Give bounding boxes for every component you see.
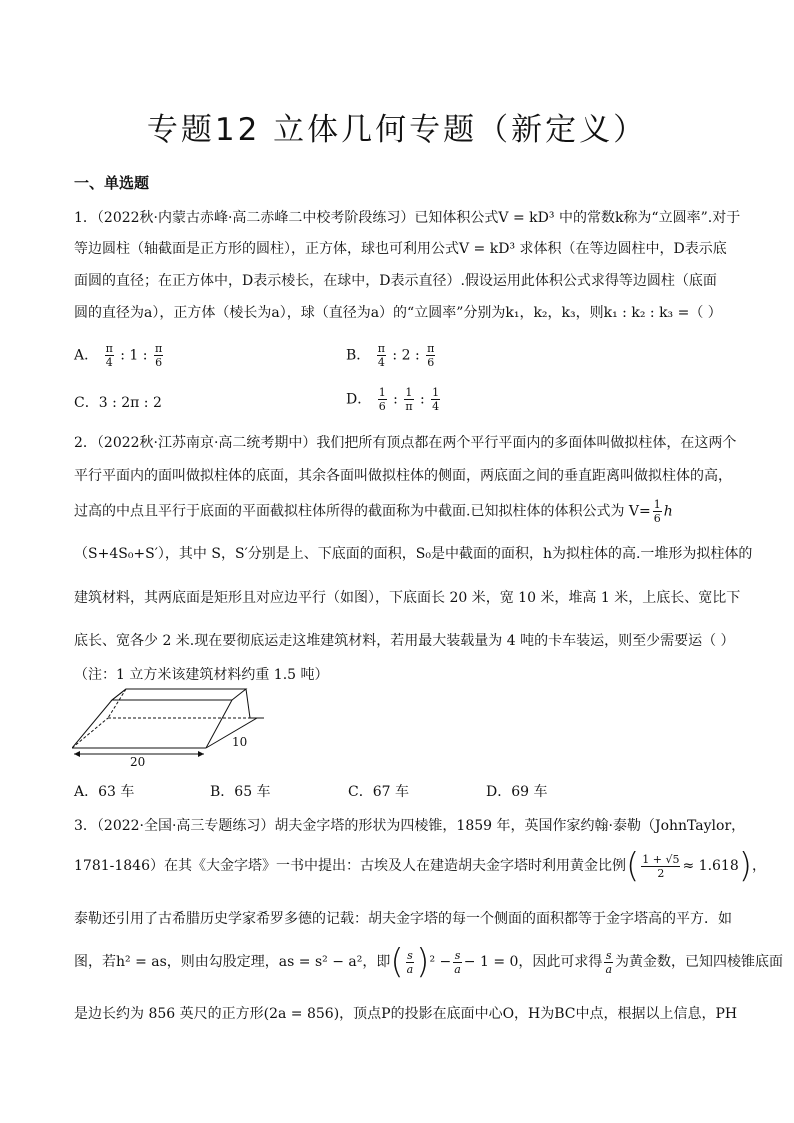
q2-option-c: C．67 车	[348, 784, 409, 800]
q1-line-2: 等边圆柱（轴截面是正方形的圆柱），正方体，球也可利用公式V = kD³ 求体积（在等边圆柱中，D表示底	[74, 241, 727, 257]
q1-option-c: C．3 : 2π : 2	[74, 395, 162, 411]
q2-line-3: 过高的中点且平行于底面的平面截拟柱体所得的截面称为中截面.已知拟柱体的体积公式为 V= $\frac{1}{6}$ h	[74, 498, 673, 525]
q1-option-a: A． $\frac{\pi}{4}$ : 1 : $\frac{\pi}{6}$	[74, 342, 163, 369]
q3-line-2: 1781-1846）在其《大金字塔》一书中提出：古埃及人在建造胡夫金字塔时利用黄金比例( $\frac{1 + √5}{2}$ ≈ 1.618)，	[74, 846, 767, 886]
figure-length-label: 20	[130, 755, 146, 768]
figure-width-label: 10	[232, 735, 248, 749]
q2-line-4: （S+4S₀+S′），其中 S，S′分别是上、下底面的面积，S₀是中截面的面积，h为拟柱体的高.一堆形为拟柱体的	[74, 546, 753, 562]
q3-line-5: 是边长约为 856 英尺的正方形(2a = 856)，顶点P的投影在底面中心O，H为BC中点，根据以上信息，PH	[74, 1006, 738, 1022]
q1-line-4: 圆的直径为a），正方体（棱长为a），球（直径为a）的“立圆率”分别为k₁，k₂，k₃，则k₁ : k₂ : k₃ =（ ）	[74, 305, 722, 321]
frustum-figure	[72, 688, 272, 772]
q3-line-4: 图，若h² = as，则由勾股定理，as = s² − a²，即( $\frac{s}{a}$ )² − $\frac{s}{a}$ − 1 = 0，因此可求得 $\frac{s}{a}$ 为黄金数，已知四棱锥底面	[74, 942, 783, 982]
q2-line-5: 建筑材料，其两底面是矩形且对应边平行（如图），下底面长 20 米，宽 10 米，堆高 1 米，上底长、宽比下	[74, 590, 741, 606]
q2-option-b: B．65 车	[210, 784, 271, 800]
section-heading: 一、单选题	[74, 174, 150, 192]
q1-option-d: D． $\frac{1}{6}$ : $\frac{1}{\pi}$ : $\frac{1}{4}$	[346, 386, 440, 413]
q1-line-1: 1．（2022秋·内蒙古赤峰·高二赤峰二中校考阶段练习）已知体积公式V = kD³ 中的常数k称为“立圆率”.对于	[74, 210, 741, 226]
q2-line-7: （注：1 立方米该建筑材料约重 1.5 吨）	[74, 667, 329, 683]
q2-option-a: A．63 车	[74, 784, 135, 800]
frustum-diagram	[72, 688, 272, 768]
q2-option-d: D．69 车	[486, 784, 548, 800]
q1-option-b: B． $\frac{\pi}{4}$ : 2 : $\frac{\pi}{6}$	[346, 342, 435, 369]
q2-line-6: 底长、宽各少 2 米.现在要彻底运走这堆建筑材料，若用最大装载量为 4 吨的卡车装运，则至少需要运（ ）	[74, 633, 735, 649]
q3-line-3: 泰勒还引用了古希腊历史学家希罗多德的记载：胡夫金字塔的每一个侧面的面积都等于金字塔高的平方．如	[74, 911, 732, 927]
q3-line-1: 3．（2022·全国·高三专题练习）胡夫金字塔的形状为四棱锥，1859 年，英国作家约翰·泰勒（JohnTaylor，	[74, 818, 746, 834]
q2-line-1: 2．（2022秋·江苏南京·高二统考期中）我们把所有顶点都在两个平行平面内的多面体叫做拟柱体，在这两个	[74, 435, 737, 451]
page-title: 专题12 立体几何专题（新定义）	[146, 112, 648, 148]
q1-line-3: 面圆的直径；在正方体中，D表示棱长，在球中，D表示直径）.假设运用此体积公式求得等边圆柱（底面	[74, 273, 717, 289]
q2-line-2: 平行平面内的面叫做拟柱体的底面，其余各面叫做拟柱体的侧面，两底面之间的垂直距离叫做拟柱体的高，	[74, 468, 732, 484]
